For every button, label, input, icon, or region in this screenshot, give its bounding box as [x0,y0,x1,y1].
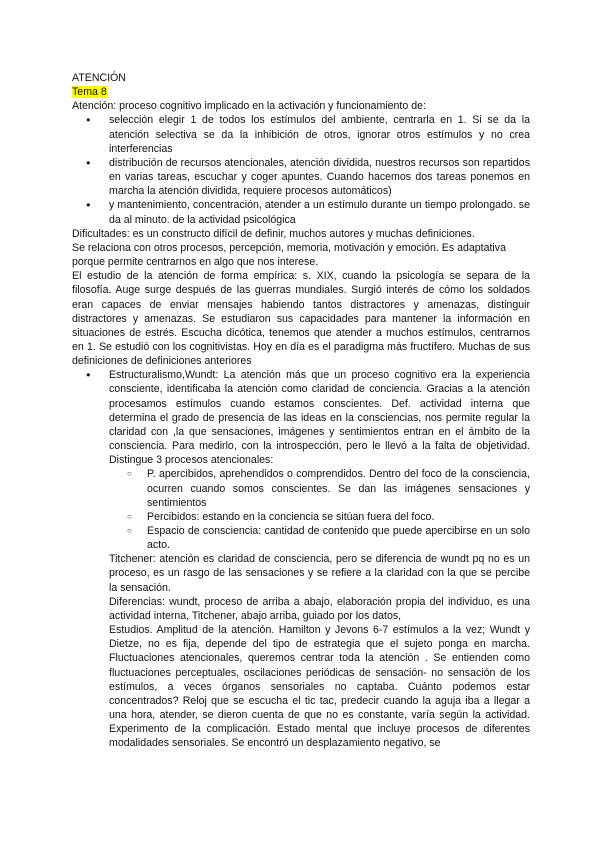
schools-list [72,368,530,552]
differences-paragraph: Diferencias: wundt, proceso de arriba a abajo, elaboración propia del individuo, es una actividad interna, Titchener, abajo arriba, guiado por los datos, [109,595,530,622]
list-item: ● y mantenimiento, concentración, atender a un estímulo durante un tiempo prolongado. se da al minuto. de la actividad psicológica [72,198,530,226]
list-item: ○ P. apercibidos, aprehendidos o comprendidos. Dentro del foco de la consciencia, ocurren cuando somos conscientes. Se dan las imágenes sensaciones y sentimientos [109,467,530,509]
history-paragraph: El estudio de la atención de forma empírica: s. XIX, cuando la psicología se separa de la filosofía. Auge surge después de las guerras mundiales. Surgió interés de cómo los soldados eran capaces de enviar mensajes habiendo tantos distractores y amenazas, distinguir distractores y amenazas. Se estudiaron sus capacidades para mantener la información en situaciones de estrés. Escucha dicótica, tenemos que atender a muchos estímulos, centrarnos en 1. Se estudió con los cognitivistas. Hoy en día es el paradigma más fructífero. Muchas de sus definiciones de definiciones anteriores [72,270,530,368]
studies-paragraph: Estudios. Amplitud de la atención. Hamilton y Jevons 6-7 estímulos a la vez; Wundt y Dietze, no es fija, depende del tipo de estrategia que el sujeto ponga en marcha. Fluctuaciones atencionales, queremos centrar toda la atención . Se entienden como fluctuaciones perceptuales, oscilaciones periódicas de sensación- no sensación de los estímulos, a veces órganos sensoriales no captaba. Cuánto podemos estar concentrados? Reloj que se escucha el tic tac, predecir cuando la aguja iba a llegar a una hora, atender, se dieron cuenta de que no es constante, varía según la actividad. Experimento de la complicación. Estado mental que incluye procesos de diferentes modalidades sensoriales. Se encontró un desplazamiento negativo, se [109,624,530,750]
relations-paragraph: Se relaciona con otros procesos, percepción, memoria, motivación y emoción. Es adaptativa porque permite centrarnos en algo que nos interese. [72,241,506,269]
list-item [72,368,530,552]
list-item: ○ Espacio de consciencia: cantidad de contenido que puede apercibirse en un solo acto. [109,524,530,552]
structuralism-text: Estructuralismo,Wundt: La atención más que un proceso cognitivo era la experiencia consciente, identificaba la atención como claridad de conciencia. Gracias a la atención procesamos estímulos cuando estamos conscientes. Def. actividad interna que determina el grado de presencia de las ideas en la consciencias, nos permite regular la claridad con ,la que sensaciones, imágenes y sentimientos entran en el ámbito de la consciencia. Para medirlo, con la introspección, pero le llevó a la falta de objetividad. Distingue 3 procesos atencionales: [109,369,530,467]
attention-processes-list [109,467,530,552]
list-item: ○ Percibidos: estando en la conciencia se sitúan fuera del foco. [109,510,530,524]
attention-functions-list [72,113,530,226]
doc-title: ATENCIÓN [72,72,126,84]
highlighted-tema: Tema 8 [72,86,107,99]
list-item: ● distribución de recursos atencionales, atención dividida, nuestros recursos son repartidos en varias tareas, escuchar y coger apuntes. Cuando hacemos dos tareas ponemos en marcha la atención dividida, requiere procesos automáticos) [72,156,530,198]
list-item: ● selección elegir 1 de todos los estímulos del ambiente, centrarla en 1. Si se da la atención selectiva se da la inhibición de otros, ignorar otros estímulos y no crea interferencias [72,113,530,155]
document-body [72,71,530,751]
difficulties-paragraph: Dificultades: es un constructo difícil de definir, muchos autores y muchas definiciones. [72,227,475,240]
intro-paragraph: Atención: proceso cognitivo implicado en la activación y funcionamiento de: [72,100,426,113]
titchener-paragraph: Titchener: atención es claridad de consciencia, pero se diferencia de wundt pq no es un proceso, es un rasgo de las sensaciones y se refiere a la claridad con la que se percibe la sensación. [109,553,530,594]
topic-label [72,85,530,99]
